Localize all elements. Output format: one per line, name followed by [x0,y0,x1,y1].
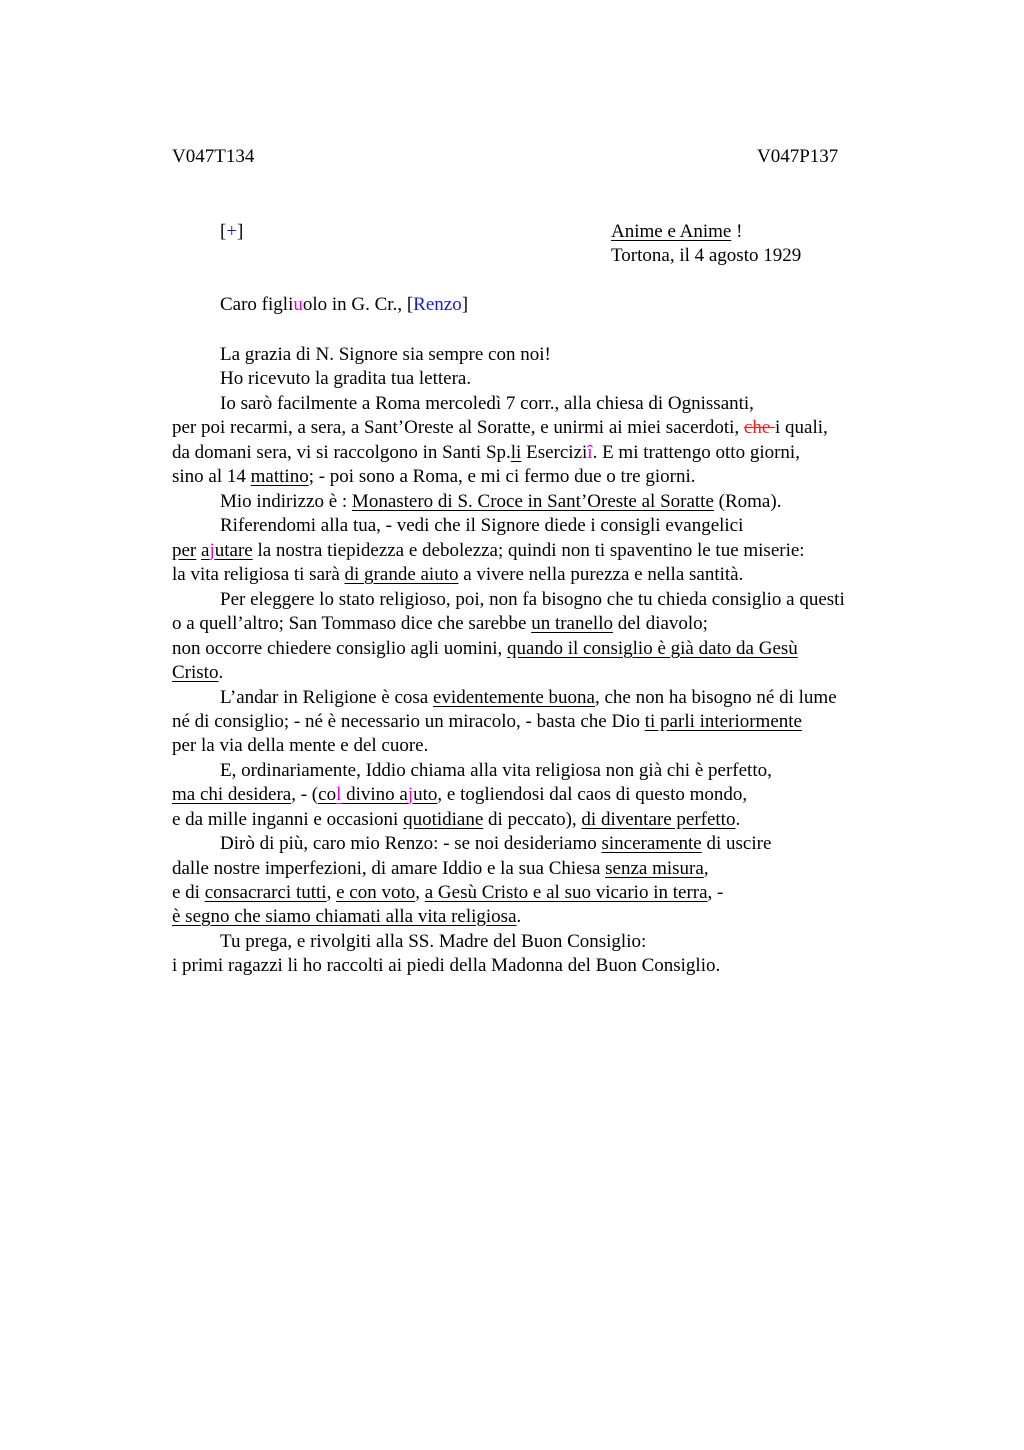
letter-line [220,759,772,783]
cross-marker [220,221,243,243]
letter-text: da domani sera, vi si raccolgono in Santi Sp. [172,442,511,463]
letter-text: di peccato), [483,809,582,830]
letter-text: li [510,442,522,463]
letter-line [172,661,223,685]
letter-text: , [326,882,337,903]
letter-line [172,881,723,905]
letter-line [172,905,521,929]
letter-text: . [735,809,741,830]
letter-line [172,465,695,489]
letter-text: La grazia di N. Signore sia sempre con noi! [220,344,551,365]
letter-line [172,857,709,881]
letter-line [220,343,551,367]
letter-text: co [318,784,337,805]
letter-text: è segno che siamo chiamati alla vita religiosa [172,906,517,927]
letter-text: divino a [341,784,408,805]
letter-text: Dirò di più, caro mio Renzo: - se noi desideriamo [220,833,602,854]
place-date: Tortona, il 4 agosto 1929 [611,245,802,266]
letter-text: . [516,906,522,927]
motto-text: Anime e Anime [611,221,732,242]
letter-text: j [407,784,414,805]
letter-line [172,734,428,758]
letter-text: la nostra tiepidezza e debolezza; quindi non ti spaventino le tue miserie: [252,540,805,561]
cross-icon: + [226,221,238,242]
letter-text: uto [413,784,438,805]
letter-text: né di consiglio; - né è necessario un miracolo, - basta che Dio [172,711,645,732]
salutation [220,294,468,316]
letter-text: o a quell’altro; San Tommaso dice che sarebbe [172,613,532,634]
letter-text: Mio indirizzo è : [220,491,352,512]
letter-text: L’andar in Religione è cosa [220,687,433,708]
letter-text: Cristo [172,662,219,683]
letter-text: , [415,882,425,903]
salutation-name: Renzo [413,294,462,315]
letter-text: , - ( [291,784,319,805]
document-code-left: V047T134 [172,146,255,167]
letter-text: ti parli interiormente [644,711,802,732]
letter-text: , - [707,882,724,903]
salutation-part: Caro figli [220,294,294,315]
letter-text: consacrarci tutti [204,882,327,903]
letter-text: e da mille inganni e occasioni [172,809,404,830]
letter-text: per la via della mente e del cuore. [172,735,429,756]
letter-line [172,637,798,661]
letter-text: ; - poi sono a Roma, e mi ci fermo due o tre giorni. [308,466,696,487]
letter-text: per [172,540,197,561]
letter-text: quando il consiglio è già dato da Gesù [507,638,798,659]
letter-text: di uscire [701,833,772,854]
letter-line [172,612,708,636]
letter-line [220,514,743,538]
struck-text: che [743,417,776,438]
letter-line [172,783,747,807]
letter-line [220,392,754,416]
letter-line [172,416,828,440]
letter-text: i primi ragazzi li ho raccolti ai piedi della Madonna del Buon Consiglio. [172,955,721,976]
letter-line [220,490,781,514]
letter-text: Riferendomi alla tua, - vedi che il Signore diede i consigli evangelici [220,515,744,536]
letter-text: a vivere nella purezza e nella santità. [458,564,744,585]
letter-text: . [218,662,224,683]
letter-text: mattino [250,466,309,487]
letter-text: quotidiane [403,809,484,830]
letter-text: Monastero di S. Croce in Sant’Oreste al Soratte [351,491,714,512]
letter-text: ma chi desidera [172,784,292,805]
letter-text: , e togliendosi dal caos di questo mondo, [437,784,748,805]
cross-bracket-open: [ [220,221,227,242]
cross-bracket-close: ] [237,221,244,242]
letter-text: a [201,540,210,561]
letter-text: del diavolo; [612,613,708,634]
letter-line [172,441,800,465]
letter-text: la vita religiosa ti sarà [172,564,345,585]
letter-line [172,808,740,832]
letter-line [172,539,805,563]
letter-line [172,710,802,734]
letter-text: i quali, [775,417,828,438]
letter-text: un tranello [531,613,613,634]
letter-text: a Gesù Cristo e al suo vicario in terra [424,882,708,903]
letter-text: j [209,540,215,561]
letter-text: utare [214,540,253,561]
letter-text: Ho ricevuto la gradita tua lettera. [220,368,472,389]
letter-text: per poi recarmi, a sera, a Sant’Oreste al Soratte, e unirmi ai miei sacerdoti, [172,417,744,438]
letter-line [220,930,646,954]
letter-text: e di [172,882,205,903]
letter-line [172,563,743,587]
letter-text: non occorre chiedere consiglio agli uomini, [172,638,508,659]
letter-line [220,832,771,856]
letter-text: Tu prega, e rivolgiti alla SS. Madre del Buon Consiglio: [220,931,647,952]
letter-text: (Roma). [713,491,782,512]
letter-text: senza misura [605,858,704,879]
letter-text: , che non ha bisogno né di lume [594,687,837,708]
letter-text: Esercizi [521,442,588,463]
salutation-part: olo in G. Cr., [ [302,294,414,315]
letter-text: di diventare perfetto [581,809,736,830]
letter-text: sino al 14 [172,466,251,487]
letter-text: î [587,442,593,463]
motto-exclamation: ! [731,221,743,242]
document-code-right: V047P137 [757,146,839,167]
motto [611,221,742,243]
letter-text: . E mi trattengo otto giorni, [592,442,800,463]
letter-line [172,954,720,978]
letter-text: e con voto [336,882,416,903]
letter-line [220,686,837,710]
letter-text: l [336,784,342,805]
salutation-part: ] [461,294,469,315]
letter-text: di grande aiuto [344,564,459,585]
letter-text: , [703,858,709,879]
salutation-correction: u [293,294,303,315]
letter-text: evidentemente buona [432,687,595,708]
letter-text: Per eleggere lo stato religioso, poi, non fa bisogno che tu chieda consiglio a questi [220,589,845,610]
letter-text: E, ordinariamente, Iddio chiama alla vita religiosa non già chi è perfetto, [220,760,772,781]
letter-line [220,588,845,612]
letter-line [220,367,471,391]
letter-text: Io sarò facilmente a Roma mercoledì 7 corr., alla chiesa di Ognissanti, [220,393,754,414]
letter-text: dalle nostre imperfezioni, di amare Iddio e la sua Chiesa [172,858,606,879]
letter-text: sinceramente [601,833,702,854]
